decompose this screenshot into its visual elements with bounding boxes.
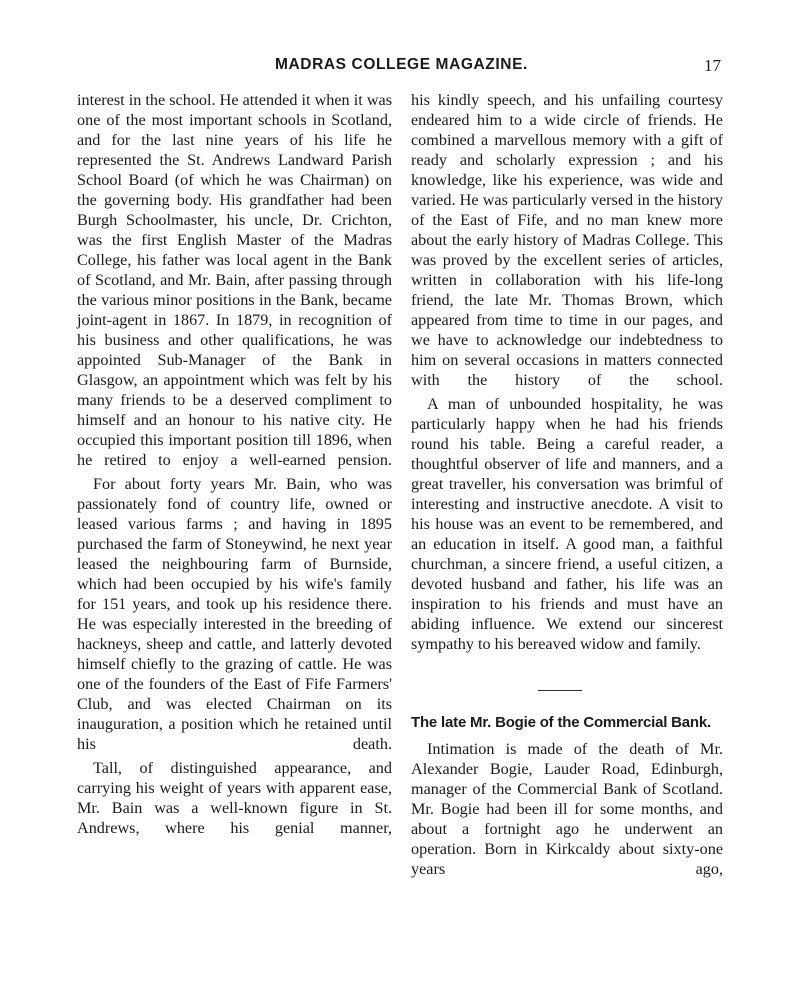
page-number: 17 [704,56,721,75]
left-column [77,90,392,838]
page-header [0,56,800,80]
right-column [411,90,723,879]
paragraph-bogie-intimation: Intimation is made of the death of Mr. Alexander Bogie, Lauder Road, Edinburgh, manager of the Commercial Bank of Scotland. Mr. Bogie had been ill for some months, and about a fortnight ago he underwent an operation. Born in Kirkcaldy about sixty-one years ago, [411,740,723,878]
paragraph-bain-character: his kindly speech, and his unfailing courtesy endeared him to a wide circle of friends. He combined a marvellous memory with a gift of ready and scholarly expression ; and his knowledge, like his experience, was wide and varied. He was particularly versed in the history of the East of Fife, and no man knew more about the early history of Madras College. This was proved by the excellent series of articles, written in collaboration with his life-long friend, the late Mr. Thomas Brown, which appeared from time to time in our pages, and we have to acknowledge our indebtedness to him on several occasions in matters connected with the history of the school. [411,91,723,389]
running-title: MADRAS COLLEGE MAGAZINE. [275,56,528,73]
paragraph-bain-hospitality: A man of unbounded hospitality, he was particularly happy when he had his friends round his table. Being a careful reader, a thoughtful observer of life and manners, and a great traveller, his conversation was brimful of interesting and instructive anecdote. A visit to his house was an event to be remembered, and an education in itself. A good man, a faithful churchman, a sincere friend, a useful citizen, a devoted husband and father, his life was an inspiration to his friends and must have an abiding influence. We extend our sincerest sympathy to his bereaved widow and family. [411,395,723,653]
section-divider [538,690,582,691]
paragraph-bain-career: interest in the school. He attended it when it was one of the most important schools in Scotland, and for the last nine years of his life he represented the St. Andrews Landward Parish School Board (of which he was Chairman) on the governing body. His grandfather had been Burgh Schoolmaster, his uncle, Dr. Crichton, was the first English Master of the Madras College, his father was local agent in the Bank of Scotland, and Mr. Bain, after passing through the various minor positions in the Bank, became joint-agent in 1867. In 1879, in recognition of his business and other qualifications, he was appointed Sub-Manager of the Bank in Glasgow, an appointment which was felt by his many friends to be a deserved compliment to himself and an honour to his native city. He occupied this important position till 1896, when he retired to enjoy a well-earned pension. [77,91,392,469]
paragraph-bain-farming: For about forty years Mr. Bain, who was passionately fond of country life, owned or leased various farms ; and having in 1895 purchased the farm of Stoneywind, he next year leased the neighbouring farm of Burnside, which had been occupied by his wife's family for 151 years, and took up his residence there. He was especially interested in the breeding of hackneys, sheep and cattle, and latterly devoted himself chiefly to the grazing of cattle. He was one of the founders of the East of Fife Farmers' Club, and was elected Chairman on its inauguration, a position which he retained until his death. [77,475,392,753]
paragraph-bain-appearance: Tall, of distinguished appearance, and carrying his weight of years with apparent ease, Mr. Bain was a well-known figure in St. Andrews, where his genial manner, [77,759,392,837]
section-title: The late Mr. Bogie of the Commercial Bank. [411,714,712,731]
